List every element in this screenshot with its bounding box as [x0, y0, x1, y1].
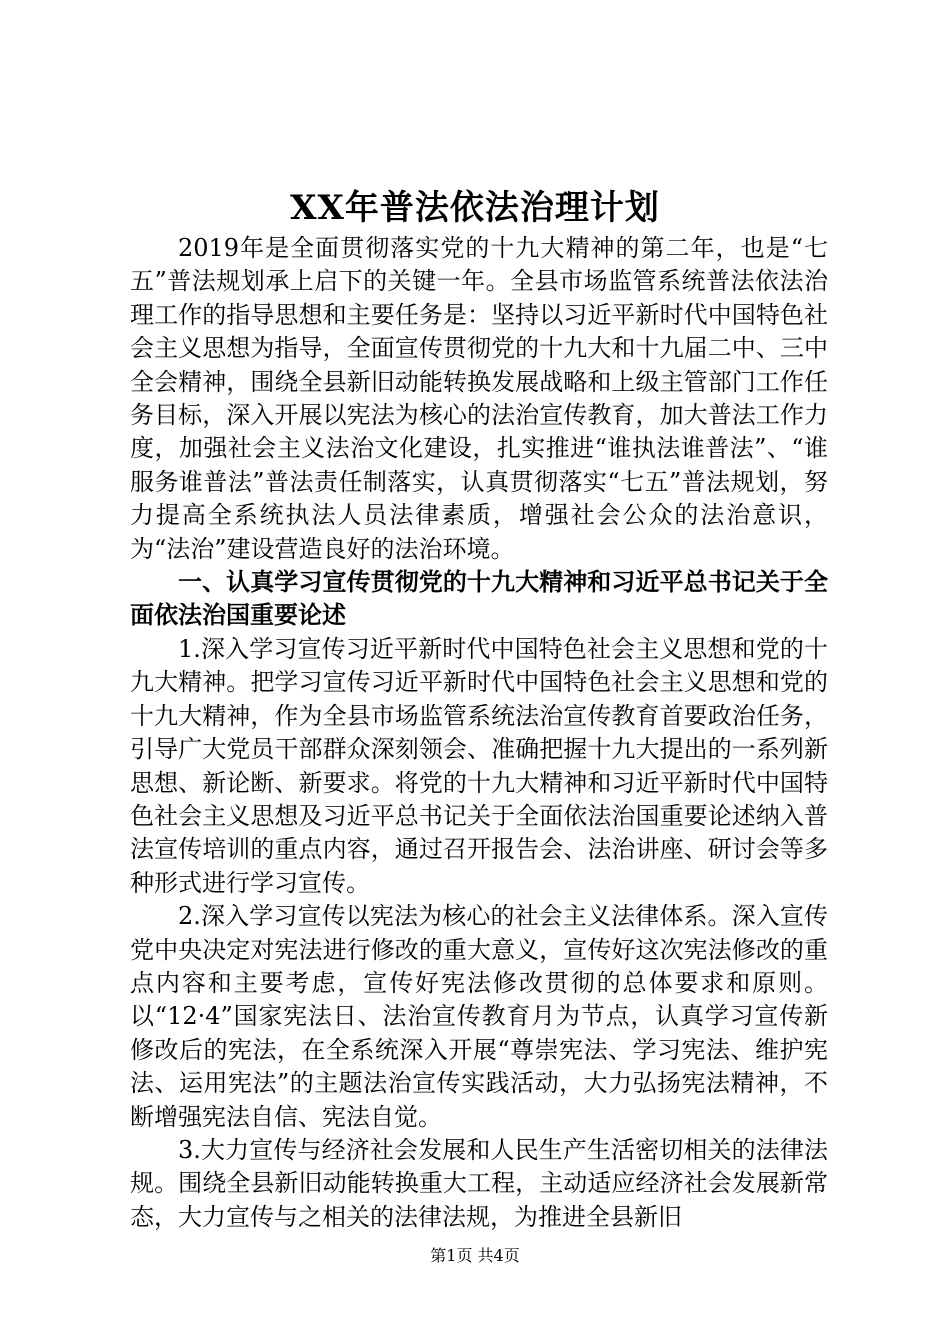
paragraph-intro: 2019年是全面贯彻落实党的十九大精神的第二年，也是“七五”普法规划承上启下的关键一年。全县市场监管系统普法依法治理工作的指导思想和主要任务是：坚持以习近平新时代中国特色社会主义思想为指导，全面宣传贯彻党的十九大和十九届二中、三中全会精神，围绕全县新旧动能转换发展战略和上级主管部门工作任务目标，深入开展以宪法为核心的法治宣传教育，加大普法工作力度，加强社会主义法治文化建设，扎实推进“谁执法谁普法”、“谁服务谁普法”普法责任制落实，认真贯彻落实“七五”普法规划，努力提高全系统执法人员法律素质，增强社会公众的法治意识，为“法治”建设营造良好的法治环境。	[130, 234, 828, 563]
document-body	[130, 232, 828, 1234]
paragraph-item-2: 2.深入学习宣传以宪法为核心的社会主义法律体系。深入宣传党中央决定对宪法进行修改的重大意义，宣传好这次宪法修改的重点内容和主要考虑，宣传好宪法修改贯彻的总体要求和原则。以“12·4”国家宪法日、法治宣传教育月为节点，认真学习宣传新修改后的宪法，在全系统深入开展“尊崇宪法、学习宪法、维护宪法、运用宪法”的主题法治宣传实践活动，大力弘扬宪法精神，不断增强宪法自信、宪法自觉。	[130, 902, 828, 1131]
document-title: XX年普法依法治理计划	[290, 188, 660, 228]
paragraph-item-1: 1.深入学习宣传习近平新时代中国特色社会主义思想和党的十九大精神。把学习宣传习近平新时代中国特色社会主义思想和党的十九大精神，作为全县市场监管系统法治宣传教育首要政治任务，引导广大党员干部群众深刻领会、准确把握十九大提出的一系列新思想、新论断、新要求。将党的十九大精神和习近平新时代中国特色社会主义思想及习近平总书记关于全面依法治国重要论述纳入普法宣传培训的重点内容，通过召开报告会、法治讲座、研讨会等多种形式进行学习宣传。	[130, 634, 828, 897]
page-footer: 第1页 共4页	[430, 1246, 520, 1265]
paragraph-item-3: 3.大力宣传与经济社会发展和人民生产生活密切相关的法律法规。围绕全县新旧动能转换重大工程，主动适应经济社会发展新常态，大力宣传与之相关的法律法规，为推进全县新旧	[130, 1135, 828, 1231]
section-heading-1: 一、认真学习宣传贯彻党的十九大精神和习近平总书记关于全面依法治国重要论述	[130, 568, 828, 630]
